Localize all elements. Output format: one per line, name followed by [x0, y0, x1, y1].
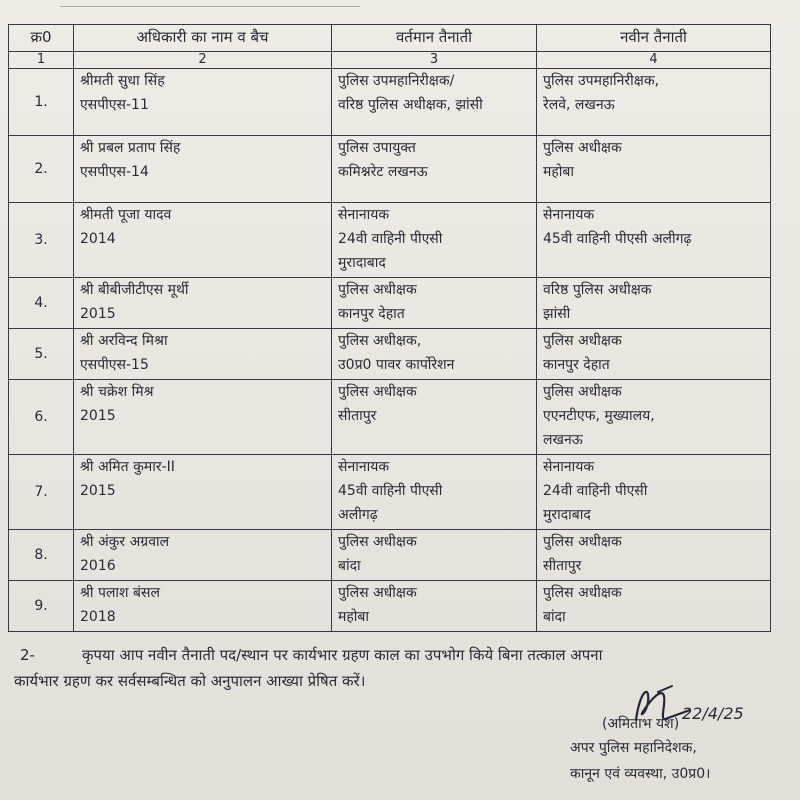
current-posting-cell — [332, 380, 537, 455]
current-posting-cell — [332, 203, 537, 278]
current-posting-line: कानपुर देहात — [338, 306, 405, 322]
current-posting-line: सेनानायक — [338, 207, 390, 223]
table-row — [9, 278, 771, 329]
current-posting-cell — [332, 530, 537, 581]
officer-name: श्री अमित कुमार-II — [80, 459, 175, 475]
officer-name: श्री पलाश बंसल — [80, 585, 160, 601]
transfer-table — [8, 24, 771, 632]
serial-number: 9. — [9, 581, 74, 632]
new-posting-line: बांदा — [543, 609, 566, 625]
new-posting-line: महोबा — [543, 164, 575, 180]
current-posting-line: बांदा — [338, 558, 361, 574]
current-posting-line: पुलिस उपमहानिरीक्षक/ — [338, 73, 455, 89]
current-posting-line: महोबा — [338, 609, 370, 625]
officer-cell — [74, 203, 332, 278]
serial-number: 4. — [9, 278, 74, 329]
new-posting-cell — [537, 278, 771, 329]
signature-date: 22/4/25 — [682, 704, 744, 723]
new-posting-line: पुलिस अधीक्षक — [543, 333, 622, 349]
current-posting-cell — [332, 278, 537, 329]
signatory-designation: कानून एवं व्यवस्था, उ0प्र0। — [570, 766, 711, 782]
new-posting-cell — [537, 380, 771, 455]
current-posting-cell — [332, 69, 537, 136]
column-number: 2 — [74, 52, 332, 69]
new-posting-line: 45वी वाहिनी पीएसी अलीगढ़ — [543, 231, 692, 247]
paragraph-number: 2- — [20, 646, 35, 664]
new-posting-line: 24वी वाहिनी पीएसी — [543, 483, 648, 499]
table-row — [9, 203, 771, 278]
officer-cell — [74, 136, 332, 203]
paragraph-line: कृपया आप नवीन तैनाती पद/स्थान पर कार्यभार ग्रहण काल का उपभोग किये बिना तत्काल अपना — [82, 646, 603, 664]
officer-batch: 2018 — [80, 609, 116, 625]
table-row — [9, 69, 771, 136]
officer-name: श्री बीबीजीटीएस मूर्थी — [80, 282, 189, 298]
officer-cell — [74, 530, 332, 581]
cropped-text-edge — [60, 0, 360, 7]
current-posting-cell — [332, 455, 537, 530]
current-posting-line: 45वी वाहिनी पीएसी — [338, 483, 443, 499]
new-posting-line: पुलिस उपमहानिरीक्षक, — [543, 73, 660, 89]
new-posting-line: वरिष्ठ पुलिस अधीक्षक — [543, 282, 652, 298]
current-posting-line: उ0प्र0 पावर कार्पोरेशन — [338, 357, 455, 373]
current-posting-line: सेनानायक — [338, 459, 390, 475]
new-posting-cell — [537, 136, 771, 203]
officer-name: श्रीमती सुधा सिंह — [80, 73, 165, 89]
officer-batch: 2015 — [80, 408, 116, 424]
header-new-posting: नवीन तैनाती — [537, 25, 771, 52]
new-posting-line: झांसी — [543, 306, 571, 322]
current-posting-cell — [332, 581, 537, 632]
current-posting-line: अलीगढ़ — [338, 507, 378, 523]
new-posting-line: लखनऊ — [543, 432, 583, 448]
current-posting-line: सीतापुर — [338, 408, 377, 424]
table-row — [9, 581, 771, 632]
column-number: 1 — [9, 52, 74, 69]
officer-name: श्री चक्रेश मिश्र — [80, 384, 154, 400]
table-row — [9, 455, 771, 530]
current-posting-cell — [332, 329, 537, 380]
serial-number: 7. — [9, 455, 74, 530]
signatory-name: (अमिताभ यश) — [602, 716, 680, 732]
new-posting-cell — [537, 530, 771, 581]
serial-number: 8. — [9, 530, 74, 581]
new-posting-line: सेनानायक — [543, 207, 595, 223]
new-posting-line: एएनटीएफ, मुख्यालय, — [543, 408, 655, 424]
column-number-row — [9, 52, 771, 69]
new-posting-cell — [537, 203, 771, 278]
serial-number: 6. — [9, 380, 74, 455]
officer-name: श्री प्रबल प्रताप सिंह — [80, 140, 181, 156]
table-row — [9, 380, 771, 455]
current-posting-line: 24वी वाहिनी पीएसी — [338, 231, 443, 247]
current-posting-line: पुलिस अधीक्षक — [338, 534, 417, 550]
serial-number: 5. — [9, 329, 74, 380]
current-posting-cell — [332, 136, 537, 203]
current-posting-line: पुलिस अधीक्षक — [338, 384, 417, 400]
header-officer: अधिकारी का नाम व बैच — [74, 25, 332, 52]
current-posting-line: पुलिस अधीक्षक — [338, 282, 417, 298]
officer-batch: एसपीएस-15 — [80, 357, 149, 373]
new-posting-cell — [537, 581, 771, 632]
header-serial: क्र0 — [9, 25, 74, 52]
new-posting-line: पुलिस अधीक्षक — [543, 384, 622, 400]
new-posting-cell — [537, 69, 771, 136]
officer-batch: 2015 — [80, 306, 116, 322]
officer-name: श्री अरविन्द मिश्रा — [80, 333, 168, 349]
officer-cell — [74, 455, 332, 530]
table-row — [9, 136, 771, 203]
table-row — [9, 530, 771, 581]
new-posting-cell — [537, 329, 771, 380]
serial-number: 1. — [9, 69, 74, 136]
officer-cell — [74, 380, 332, 455]
officer-batch: एसपीएस-11 — [80, 97, 149, 113]
officer-name: श्री अंकुर अग्रवाल — [80, 534, 170, 550]
officer-cell — [74, 69, 332, 136]
current-posting-line: मुरादाबाद — [338, 255, 386, 271]
current-posting-line: पुलिस अधीक्षक — [338, 585, 417, 601]
current-posting-line: वरिष्ठ पुलिस अधीक्षक, झांसी — [338, 97, 483, 113]
officer-cell — [74, 278, 332, 329]
new-posting-cell — [537, 455, 771, 530]
officer-cell — [74, 329, 332, 380]
officer-batch: 2016 — [80, 558, 116, 574]
table-header-row — [9, 25, 771, 52]
current-posting-line: पुलिस उपायुक्त — [338, 140, 416, 156]
officer-batch: 2015 — [80, 483, 116, 499]
officer-name: श्रीमती पूजा यादव — [80, 207, 172, 223]
new-posting-line: पुलिस अधीक्षक — [543, 140, 622, 156]
new-posting-line: कानपुर देहात — [543, 357, 610, 373]
column-number: 4 — [537, 52, 771, 69]
serial-number: 3. — [9, 203, 74, 278]
new-posting-line: सीतापुर — [543, 558, 582, 574]
new-posting-line: पुलिस अधीक्षक — [543, 534, 622, 550]
new-posting-line: पुलिस अधीक्षक — [543, 585, 622, 601]
officer-batch: 2014 — [80, 231, 116, 247]
signatory-designation: अपर पुलिस महानिदेशक, — [570, 740, 697, 756]
new-posting-line: मुरादाबाद — [543, 507, 591, 523]
serial-number: 2. — [9, 136, 74, 203]
officer-batch: एसपीएस-14 — [80, 164, 149, 180]
new-posting-line: रेलवे, लखनऊ — [543, 97, 615, 113]
column-number: 3 — [332, 52, 537, 69]
table-row — [9, 329, 771, 380]
paragraph-line: कार्यभार ग्रहण कर सर्वसम्बन्धित को अनुपालन आख्या प्रेषित करें। — [14, 672, 366, 690]
new-posting-line: सेनानायक — [543, 459, 595, 475]
current-posting-line: कमिश्नरेट लखनऊ — [338, 164, 428, 180]
officer-cell — [74, 581, 332, 632]
current-posting-line: पुलिस अधीक्षक, — [338, 333, 422, 349]
header-current-posting: वर्तमान तैनाती — [332, 25, 537, 52]
